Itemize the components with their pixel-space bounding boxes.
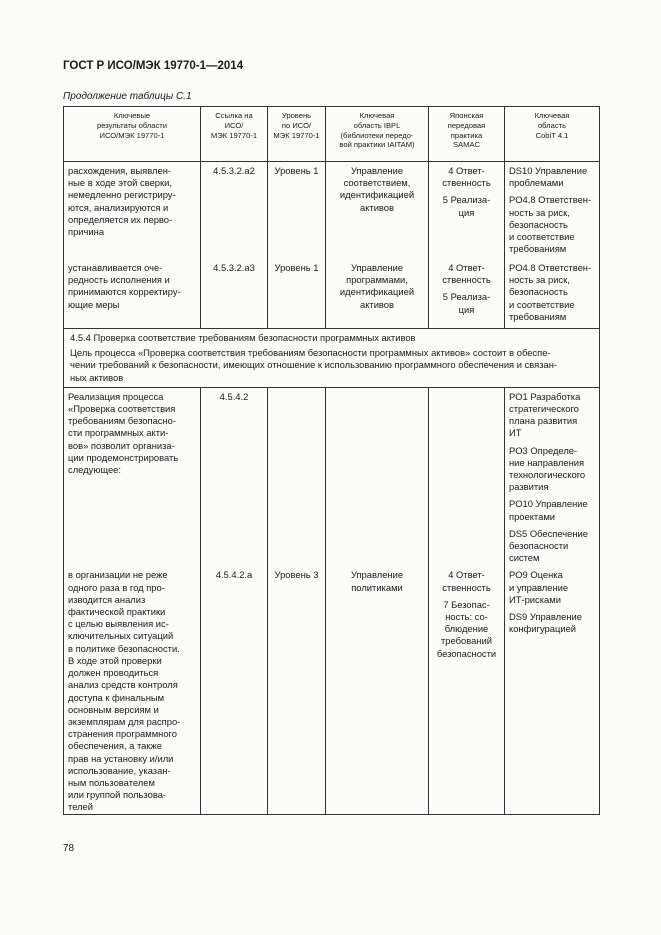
cobit-cell: PO1 Разработка стратегического плана развития ИТ PO3 Определе- ние направления технологического развития PO10 Управление проектами DS5 Обеспечение безопасности систем [505,387,600,569]
ibpl-cell: Управление политиками [326,569,429,814]
column-header: Уровень по ИСО/ МЭК 19770-1 [268,107,326,162]
section-cell [64,329,600,388]
ibpl-cell: Управление программами, идентификацией активов [326,262,429,329]
table-row [64,262,600,329]
reference-cell: 4.5.4.2.a [201,569,268,814]
reference-cell: 4.5.3.2.a2 [201,162,268,263]
mapping-table [63,106,600,815]
result-cell: Реализация процесса «Проверка соответствия требованиям безопасно- сти программных акти- вов» позволит организа- ции продемонстрировать следующее: [64,387,201,569]
level-cell: Уровень 1 [268,262,326,329]
samac-cell: 4 Ответ- ственность 5 Реализа- ция [429,162,505,263]
reference-cell: 4.5.4.2 [201,387,268,569]
section-heading: 4.5.4 Проверка соответствие требованиям безопасности программных активов [70,332,416,344]
column-header: Ключевая область IBPL (библиотеки передо- вой практики IAITAM) [326,107,429,162]
cobit-cell: DS10 Управление проблемами PO4.8 Ответствен- ность за риск, безопасность и соответствие требованиям [505,162,600,263]
reference-cell: 4.5.3.2.a3 [201,262,268,329]
document-header: ГОСТ Р ИСО/МЭК 19770-1—2014 [63,60,244,72]
table-row [64,569,600,814]
table-header-row [64,107,600,162]
column-header: Ключевые результаты области ИСО/МЭК 19770-1 [64,107,201,162]
column-header: Японская передовая практика SAMAC [429,107,505,162]
table-caption: Продолжение таблицы С.1 [63,91,192,102]
level-cell: Уровень 3 [268,569,326,814]
ibpl-cell: Управление соответствием, идентификацией активов [326,162,429,263]
column-header: Ключевая область CobiT 4.1 [505,107,600,162]
section-row [64,329,600,388]
table-row [64,162,600,263]
result-cell: в организации не реже одного раза в год про- изводится анализ фактической практики с целью выявления ис- ключительных ситуаций в политике безопасности. В ходе этой проверки должен проводиться анализ средств контроля доступа к финальным основным версиям и экземплярам для распро- странения программного обеспечения, а также прав на установку и/или использование, указан- ным пользователем или группой пользова- телей [64,569,201,814]
cobit-cell: PO9 Оценка и управление ИТ-рисками DS9 Управление конфигурацией [505,569,600,814]
samac-cell: 4 Ответ- ственность 7 Безопас- ность: со- блюдение требований безопасности [429,569,505,814]
section-description: Цель процесса «Проверка соответствия требованиям безопасности программных активов» состоит в обеспе- чении требований к безопасности, имеющих отношение к использованию программного обеспечения и связан- ных активов [70,347,558,383]
result-cell: расхождения, выявлен- ные в ходе этой сверки, немедленно регистриру- ются, анализируются и определяется их перво- причина [64,162,201,263]
table-row [64,387,600,569]
level-cell [268,387,326,569]
level-cell: Уровень 1 [268,162,326,263]
cobit-cell: PO4.8 Ответствен- ность за риск, безопасность и соответствие требованиям [505,262,600,329]
samac-cell [429,387,505,569]
result-cell: устанавливается оче- редность исполнения и принимаются корректиру- ющие меры [64,262,201,329]
column-header: Ссылка на ИСО/ МЭК 19770-1 [201,107,268,162]
page-number: 78 [63,843,75,854]
ibpl-cell [326,387,429,569]
samac-cell: 4 Ответ- ственность 5 Реализа- ция [429,262,505,329]
